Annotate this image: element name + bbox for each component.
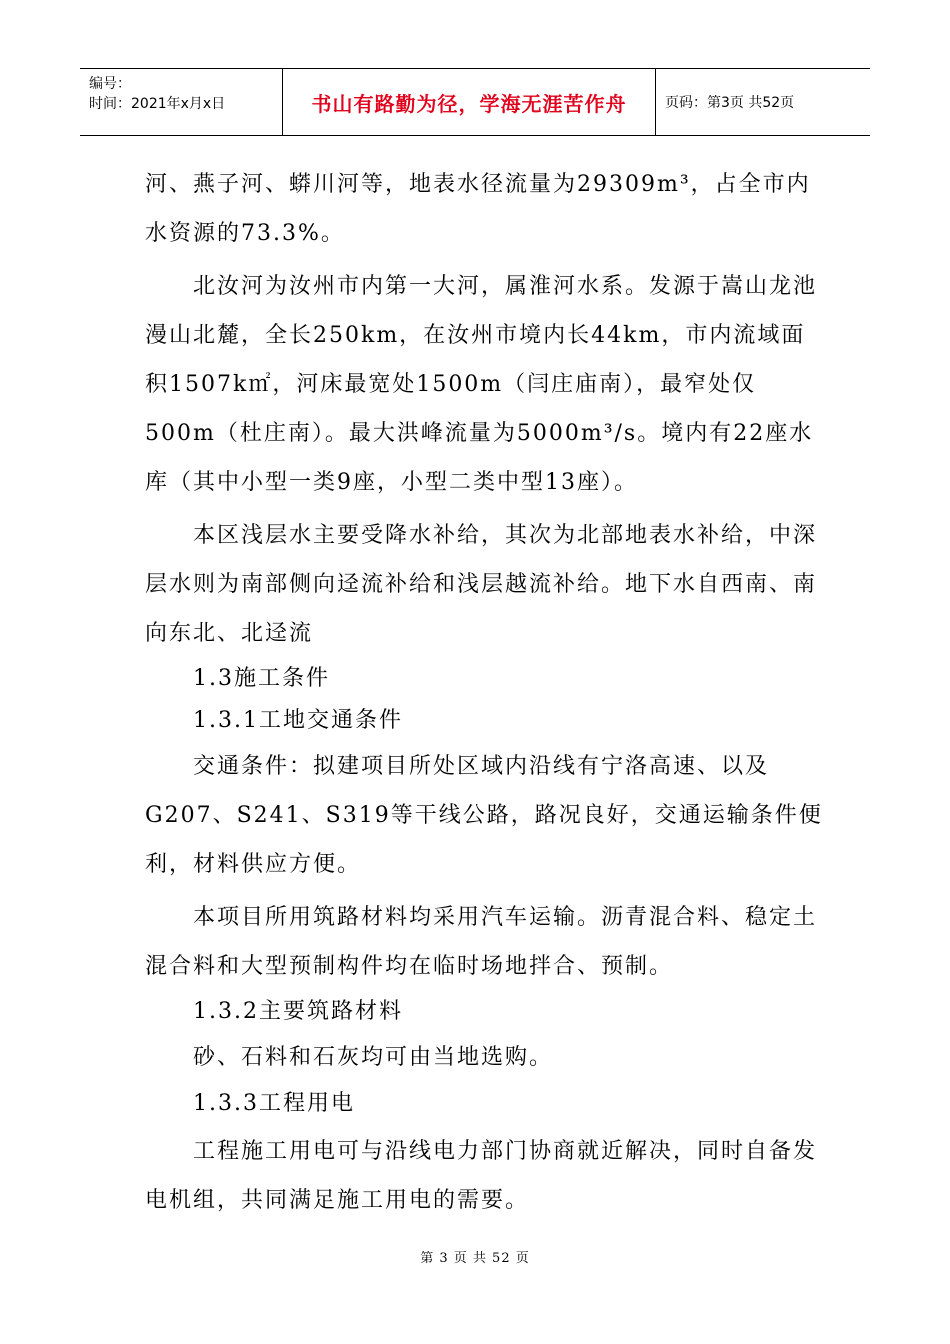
section-heading-1-3-2: 1.3.2主要筑路材料	[193, 999, 403, 1024]
header-page-info: 页码：第3页 共52页	[665, 95, 795, 111]
page-footer: 第 3 页 共 52 页	[420, 1251, 530, 1266]
section-heading-1-3-1: 1.3.1工地交通条件	[193, 708, 403, 733]
section-heading-1-3: 1.3施工条件	[193, 666, 330, 691]
paragraph-transport: 本项目所用筑路材料均采用汽车运输。沥青混合料、稳定土混合料和大型预制构件均在临时场地拌合、预制。	[145, 905, 818, 979]
section-heading-1-3-3: 1.3.3工程用电	[193, 1091, 355, 1116]
paragraph-traffic: 交通条件：拟建项目所处区域内沿线有宁洛高速、以及G207、S241、S319等干线公路，路况良好，交通运输条件便利，材料供应方便。	[145, 754, 823, 877]
document-time-label: 时间：2021年x月x日	[89, 96, 226, 112]
paragraph-materials: 砂、石料和石灰均可由当地选购。	[193, 1045, 554, 1070]
header-meta-cell	[80, 69, 283, 135]
document-body	[145, 160, 825, 1225]
paragraph-electricity: 工程施工用电可与沿线电力部门协商就近解决，同时自备发电机组，共同满足施工用电的需要。	[145, 1139, 818, 1213]
document-number-label: 编号：	[89, 76, 131, 92]
paragraph-beiru-river: 北汝河为汝州市内第一大河，属淮河水系。发源于嵩山龙池漫山北麓，全长250km，在汝州市境内长44km，市内流域面积1507k㎡，河床最宽处1500m（闫庄庙南），最窄处仅500m（杜庄南）。最大洪峰流量为5000m³/s。境内有22座水库（其中小型一类9座，小型二类中型13座）。	[145, 274, 818, 495]
header-motto-cell	[283, 69, 656, 135]
paragraph-continuation: 河、燕子河、蟒川河等，地表水径流量为29309m³，占全市内水资源的73.3%。	[145, 172, 811, 246]
header-page-cell	[656, 69, 870, 135]
paragraph-groundwater: 本区浅层水主要受降水补给，其次为北部地表水补给，中深层水则为南部侧向迳流补给和浅层越流补给。地下水自西南、南向东北、北迳流	[145, 523, 818, 646]
page-header	[80, 68, 870, 136]
header-motto: 书山有路勤为径，学海无涯苦作舟	[311, 91, 627, 116]
